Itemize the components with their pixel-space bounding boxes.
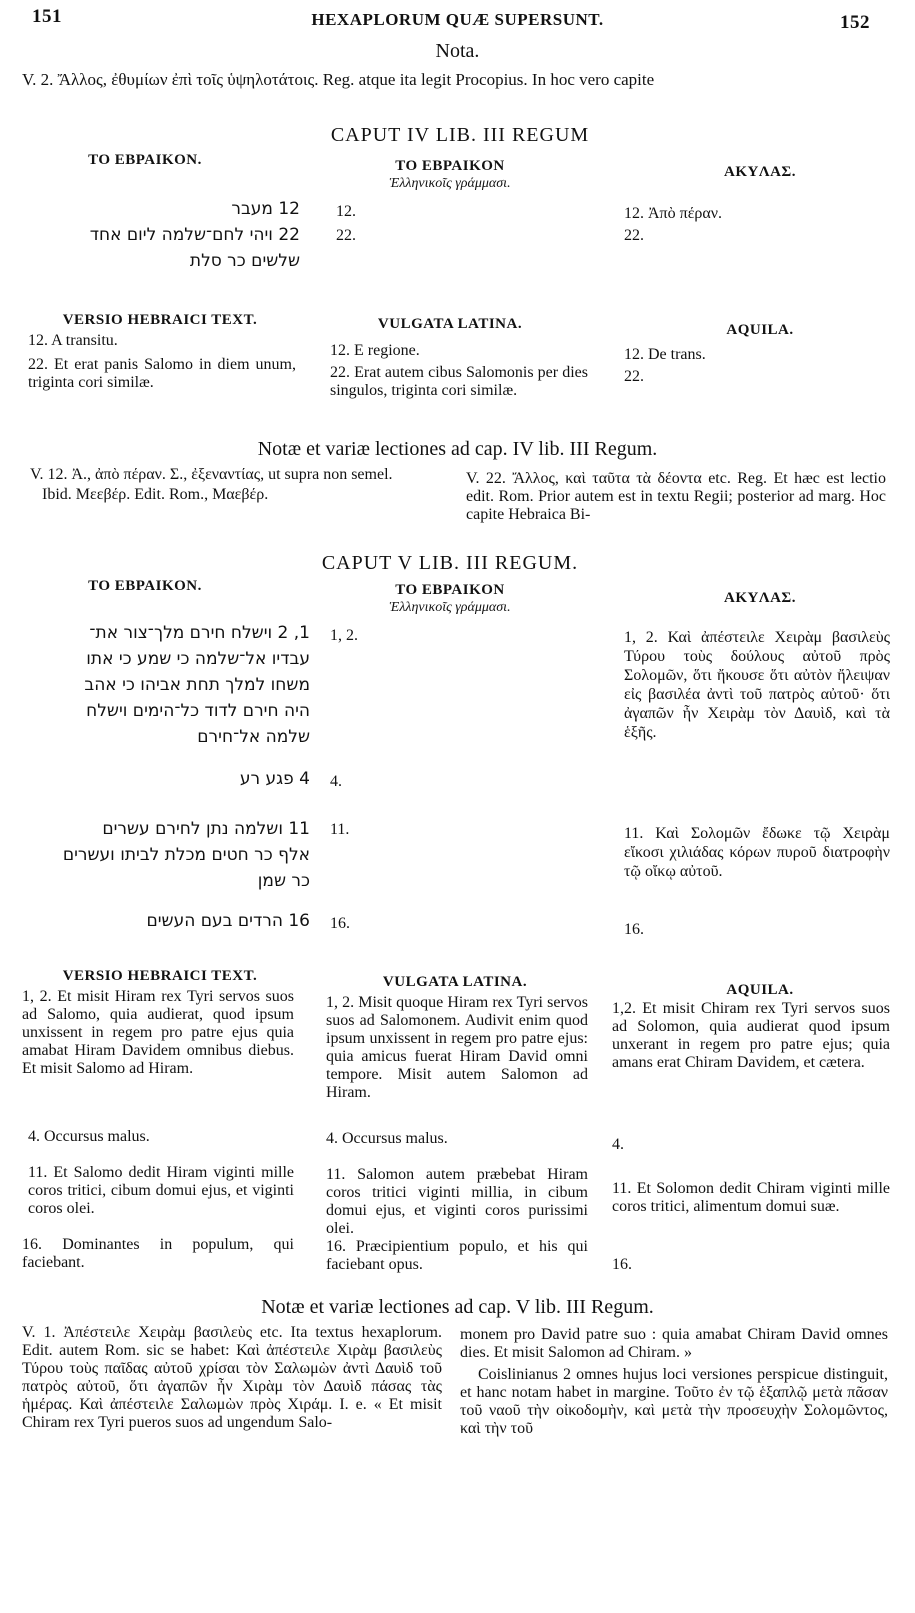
caput5-aquila-1: 1, 2. Καὶ ἀπέστειλε Χειρὰμ βασιλεὺς Τύρου τοὺς δούλους αὐτοῦ πρὸς Σολομῶν, ὅτι ἤκουσε ὅτι αὐτὸν ἤλειψαν εἰς βασιλέα ἀντὶ τοῦ πατρὸς αὐτοῦ· ὅτι ἀγαπῶν ἦν Χειρὰμ τὸν Δαυὶδ, καὶ τὰ ἑξῆς.	[624, 629, 890, 741]
caput5-greek-letters-3: 11.	[330, 821, 350, 838]
vulgata-verse: 12. E regione.	[330, 342, 420, 359]
hebrew-line: 16 הרדים בעם העשים	[146, 911, 310, 931]
caput5-hebrew-3	[20, 816, 310, 894]
caput5-versio-1: 1, 2. Et misit Hiram rex Tyri servos suos ad Salomo, quia audierat, quod ipsum unxissent in regem pro patre ejus quia amabat Hiram Davidem omnibus diebus. Et misit Salomo ad Hiram.	[22, 988, 294, 1077]
caput5-aquila-lat-1: 1,2. Et misit Chiram rex Tyri servos suos ad Solomon, quia audierat quod ipsum unxerant in regem pro patre ejus; quia amans erat Chiram Davidem, et cætera.	[612, 1000, 890, 1071]
hebrew-line: 11 ושלמה נתן לחירם עשרים	[102, 819, 310, 839]
caput5-aquila-11: 11. Καὶ Σολομῶν ἔδωκε τῷ Χειρὰμ εἴκοσι χιλιάδας κόρων πυροῦ διατροφὴν τῷ οἴκῳ αὐτοῦ.	[624, 825, 890, 880]
caput5-col-greek-letters-sub: Ἑλληνικοῖς γράμμασι.	[389, 600, 511, 615]
caput4-aquila-lat	[624, 346, 884, 386]
caput5-notes-right	[460, 1326, 888, 1438]
caput4-title: CAPUT IV LIB. III REGUM	[330, 124, 590, 146]
aquila-lat-verse: 22.	[624, 368, 644, 385]
verse-number: 22.	[336, 227, 356, 244]
caput5-versio-16: 16. Dominantes in populum, qui faciebant.	[22, 1236, 294, 1271]
left-page-number: 151	[32, 6, 62, 27]
caput4-col-greek-letters: TO EBPAIKON	[395, 158, 505, 174]
caput5-vulgata-16: 16. Præcipientium populo, et his qui faciebant opus.	[326, 1238, 588, 1273]
hebrew-line: אלף כר חטים מכלת לביתו ועשרים	[62, 845, 310, 865]
caput5-aquila-lat-11: 11. Et Solomon dedit Chiram viginti mille coros tritici, alimentum domui suæ.	[612, 1180, 890, 1215]
hebrew-line: שלמה אל־חירם	[197, 727, 310, 747]
caput5-col-hebrew: TO EBPAIKON.	[88, 578, 202, 594]
caput5-hebrew-1	[20, 620, 310, 750]
aquila-line: 22.	[624, 227, 644, 244]
caput5-versio-head: VERSIO HEBRAICI TEXT.	[62, 968, 258, 984]
aquila-line: 12. Ἀπὸ πέραν.	[624, 205, 723, 222]
note-paragraph: monem pro David patre suo : quia amabat Chiram David omnes dies. Et misit Salomon ad Chiram. »	[460, 1326, 888, 1361]
caput5-greek-letters-2: 4.	[330, 773, 342, 790]
caput4-vulgata-head: VULGATA LATINA.	[377, 316, 523, 332]
right-page-number: 152	[840, 12, 870, 33]
caput4-notes-left	[30, 466, 450, 504]
versio-verse: 12. A transitu.	[28, 332, 118, 349]
caput5-notes-left: V. 1. Ἀπέστειλε Χειρὰμ βασιλεὺς etc. Ita textus hexaplorum. Edit. autem Rom. sic se habet: Καὶ ἀπέστειλε Χιρὰμ βασιλεὺς Τύρου τοὺς παῖδας αὐτοῦ χρίσαι τὸν Σαλωμὼν ἀντὶ Δαυὶδ τοῦ πατρὸς αὐτοῦ, ὅτι ἀγαπῶν ἦν Χιρὰμ τὸν Δαυὶδ πάσας τὰς ἡμέρας. Καὶ ἀπέστειλε Σαλωμὼν πρὸς Χιράμ. I. e. « Et misit Chiram rex Tyri pueros suos ad ungendum Salo-	[22, 1324, 442, 1431]
caput5-greek-letters-4: 16.	[330, 915, 350, 932]
caput4-hebrew	[20, 196, 300, 274]
caput5-hebrew-4	[20, 908, 310, 934]
caput5-aquila-lat-head: AQUILA.	[726, 982, 794, 998]
caput5-vulgata-11: 11. Salomon autem præbebat Hiram coros tritici viginti millia, in cibum domui ejus, et viginti coros purissimi olei.	[326, 1166, 588, 1237]
caput4-col-hebrew: TO EBPAIKON.	[88, 152, 202, 168]
caput4-versio	[28, 332, 296, 392]
caput5-vulgata-head: VULGATA LATINA.	[382, 974, 528, 990]
caput4-col-aquila: AKYΛAΣ.	[724, 164, 796, 180]
caput4-aquila	[624, 203, 722, 247]
caput5-col-greek-letters: TO EBPAIKON	[395, 582, 505, 598]
note-paragraph: V. 12. Ἀ., ἀπὸ πέραν. Σ., ἐξεναντίας, ut supra non semel.	[30, 466, 393, 483]
caput4-vulgata	[330, 342, 588, 400]
note-paragraph: Coislinianus 2 omnes hujus loci versiones perspicue distinguit, et hanc notam habet in margine. Τοῦτο ἐν τῷ ἑξαπλῷ μετὰ πᾶσαν τοῦ ναοῦ τὴν οἰκοδομὴν, καὶ μετὰ τὴν προσευχὴν Σολομῶντος, καὶ τὴν τοῦ	[460, 1366, 888, 1437]
caput5-notes-title: Notæ et variæ lectiones ad cap. V lib. III Regum.	[261, 1296, 654, 1318]
aquila-lat-verse: 12. De trans.	[624, 346, 706, 363]
caput5-hebrew-2	[20, 766, 310, 792]
caput5-versio-4: 4. Occursus malus.	[28, 1128, 150, 1145]
hebrew-line: 1, 2 וישלח חירם מלך־צור את־	[89, 623, 310, 643]
hebrew-line: כר שמן	[257, 871, 310, 891]
caput5-aquila-lat-16: 16.	[612, 1256, 632, 1273]
note-paragraph: Ibid. Μεεβέρ. Edit. Rom., Μαεβέρ.	[42, 486, 269, 503]
caput5-aquila-16: 16.	[624, 921, 644, 938]
caput5-vulgata-1: 1, 2. Misit quoque Hiram rex Tyri servos suos ad Salomonem. Audivit enim quod ipsum unxissent in regem pro patre ejus: quia amicus fuerat Hiram David omni tempore. Misit autem Salomon ad Hiram.	[326, 994, 588, 1101]
caput4-greek-letters	[336, 200, 356, 248]
hebrew-line: שלשים כר סלת	[189, 251, 300, 271]
top-note-title: Nota.	[435, 40, 480, 62]
hebrew-line: 22 ויהי לחם־שלמה ליום אחד	[89, 225, 300, 245]
verse-number: 12.	[336, 203, 356, 220]
hebrew-line: 12 מעבר	[231, 199, 300, 219]
vulgata-verse: 22. Erat autem cibus Salomonis per dies singulos, triginta cori similæ.	[330, 364, 588, 399]
versio-verse: 22. Et erat panis Salomo in diem unum, triginta cori similæ.	[28, 356, 296, 391]
caput4-notes-title: Notæ et variæ lectiones ad cap. IV lib. III Regum.	[257, 438, 658, 460]
caput4-notes-right: V. 22. Ἄλλος, καὶ ταῦτα τὰ δέοντα etc. Reg. Et hæc est lectio edit. Rom. Prior autem est in textu Regii; posterior ad marg. Hoc capite Hebraica Bi-	[466, 470, 886, 523]
running-title: HEXAPLORUM QUÆ SUPERSUNT.	[311, 10, 604, 29]
caput5-title: CAPUT V LIB. III REGUM.	[321, 552, 579, 574]
top-note-text: V. 2. Ἄλλος, ἐθυμίων ἐπὶ τοῖς ὑψηλοτάτοις. Reg. atque ita legit Procopius. In hoc vero capite	[22, 70, 655, 89]
hebrew-line: 4 פגע רע	[239, 769, 310, 789]
hebrew-line: עבדיו אל־שלמה כי שמע כי אתו	[86, 649, 310, 669]
caput5-vulgata-4: 4. Occursus malus.	[326, 1130, 448, 1147]
hebrew-line: היה חירם לדוד כל־הימים וישלח	[86, 701, 310, 721]
hebrew-line: משחו למלך תחת אביהו כי אהב	[84, 675, 310, 695]
caput4-aquila-lat-head: AQUILA.	[726, 322, 794, 338]
caput5-col-aquila: AKYΛAΣ.	[724, 590, 796, 606]
caput5-greek-letters-1: 1, 2.	[330, 627, 358, 644]
caput5-aquila-lat-4: 4.	[612, 1136, 624, 1153]
caput4-versio-head: VERSIO HEBRAICI TEXT.	[62, 312, 258, 328]
caput5-versio-11: 11. Et Salomo dedit Hiram viginti mille coros tritici, cibum domui ejus, et viginti coros olei.	[28, 1164, 294, 1217]
caput4-col-greek-letters-sub: Ἑλληνικοῖς γράμμασι.	[389, 176, 511, 191]
